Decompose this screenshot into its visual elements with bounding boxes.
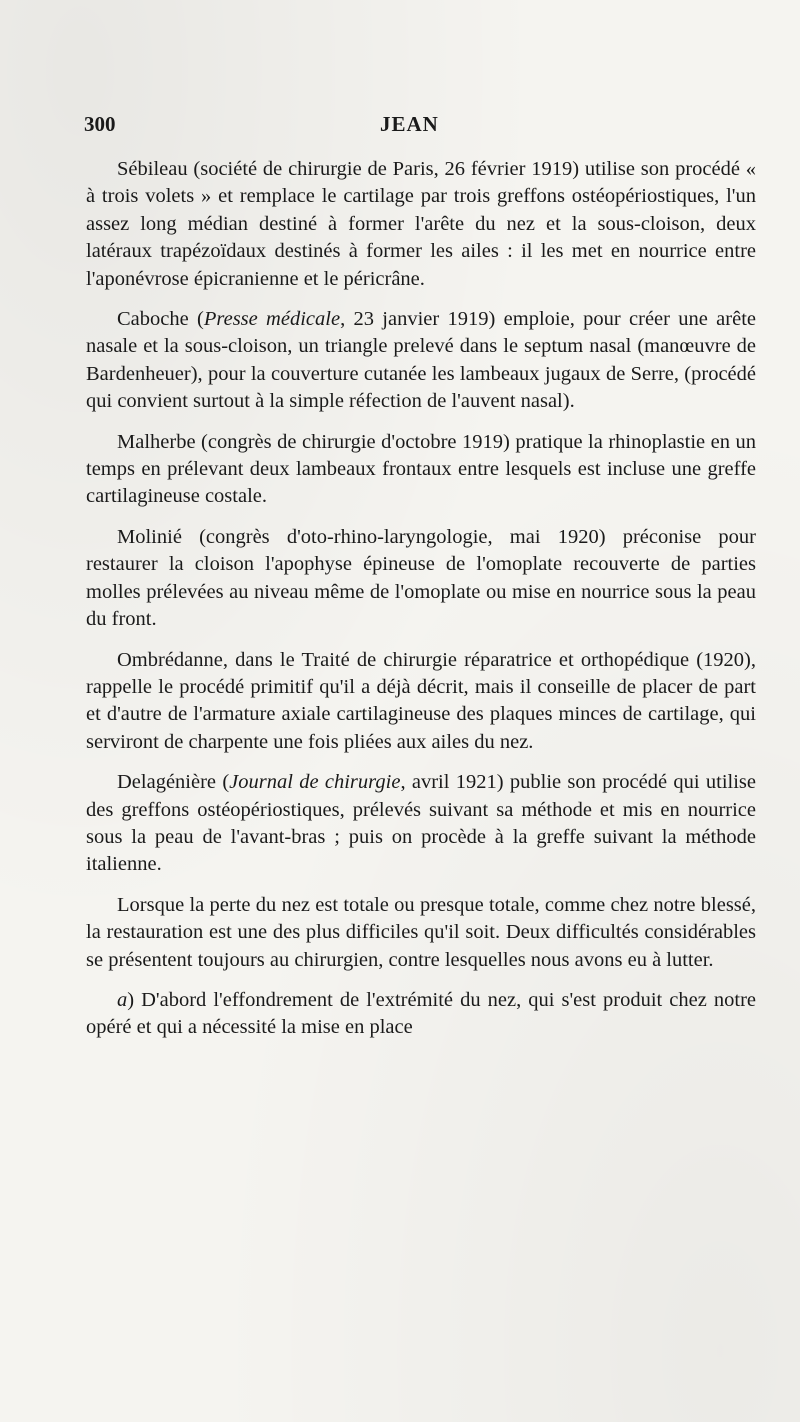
text-span: , 23 janvier 1919) emploie, pour créer une arête nasale et la sous-cloison, un triangle prelevé dans le septum nasal (manœuvre de Bardenheuer), pour la couverture cutanée les lambeaux jugaux de Serre, (procédé qui convient surtout à la simple réfection de l'auvent nasal). bbox=[86, 308, 756, 413]
paragraph-a-effondrement bbox=[86, 987, 756, 1042]
running-title: JEAN bbox=[380, 112, 439, 136]
text-span: , avril 1921) publie son procédé qui utilise des greffons ostéopériostiques, prélevés suivant sa méthode et mis en nourrice sous la peau de l'avant-bras ; puis on procède à la greffe suivant la méthode italienne. bbox=[86, 771, 757, 876]
journal-title: Presse médicale bbox=[203, 308, 341, 331]
paragraph-sebileau bbox=[86, 156, 756, 293]
text-span: Malherbe (congrès de chirurgie d'octobre 1919) pratique la rhinoplastie en un temps en prélevant deux lambeaux frontaux entre lesquels est incluse une greffe cartilagineuse costale. bbox=[86, 430, 756, 508]
paragraph-ombredanne bbox=[86, 647, 756, 757]
text-span: Molinié (congrès d'oto-rhino-laryngologie, mai 1920) préconise pour restaurer la cloison l'apophyse épineuse de l'omoplate recouverte de parties molles prélevées au niveau même de l'omoplate ou mise en nourrice sous la peau du front. bbox=[86, 525, 756, 631]
page-header bbox=[84, 112, 756, 142]
list-marker: a bbox=[117, 988, 128, 1011]
page-number: 300 bbox=[84, 112, 116, 136]
body-text bbox=[86, 156, 756, 1042]
paragraph-perte-du-nez bbox=[86, 892, 756, 974]
text-span: ) D'abord l'effondrement de l'extrémité du nez, qui s'est produit chez notre opéré et qui a nécessité la mise en place bbox=[86, 988, 756, 1039]
paragraph-delageniere bbox=[86, 769, 756, 879]
text-span: Caboche ( bbox=[117, 308, 204, 331]
paragraph-molinie bbox=[86, 524, 756, 634]
paragraph-malherbe bbox=[86, 429, 756, 511]
text-span: Lorsque la perte du nez est totale ou presque totale, comme chez notre blessé, la restauration est une des plus difficiles qu'il soit. Deux difficultés considérables se présentent toujours au chirurgien, contre lesquelles nous avons eu à lutter. bbox=[86, 893, 756, 971]
journal-title: Journal de chirurgie bbox=[229, 771, 401, 794]
text-span: Delagénière ( bbox=[117, 771, 230, 794]
paragraph-caboche bbox=[86, 306, 756, 416]
text-span: Sébileau (société de chirurgie de Paris, 26 février 1919) utilise son procédé « à trois volets » et remplace le cartilage par trois greffons ostéopériostiques, l'un assez long médian destiné à former l'arête du nez et la sous-cloison, deux latéraux trapézoïdaux destinés à former les ailes : il les met en nourrice entre l'aponévrose épicranienne et le péricrâne. bbox=[86, 158, 756, 290]
text-span: Ombrédanne, dans le Traité de chirurgie réparatrice et orthopédique (1920), rappelle le procédé primitif qu'il a déjà décrit, mais il conseille de placer de part et d'autre de l'armature axiale cartilagineuse des plaques minces de cartilage, qui serviront de charpente une fois pliées aux ailes du nez. bbox=[86, 648, 756, 753]
